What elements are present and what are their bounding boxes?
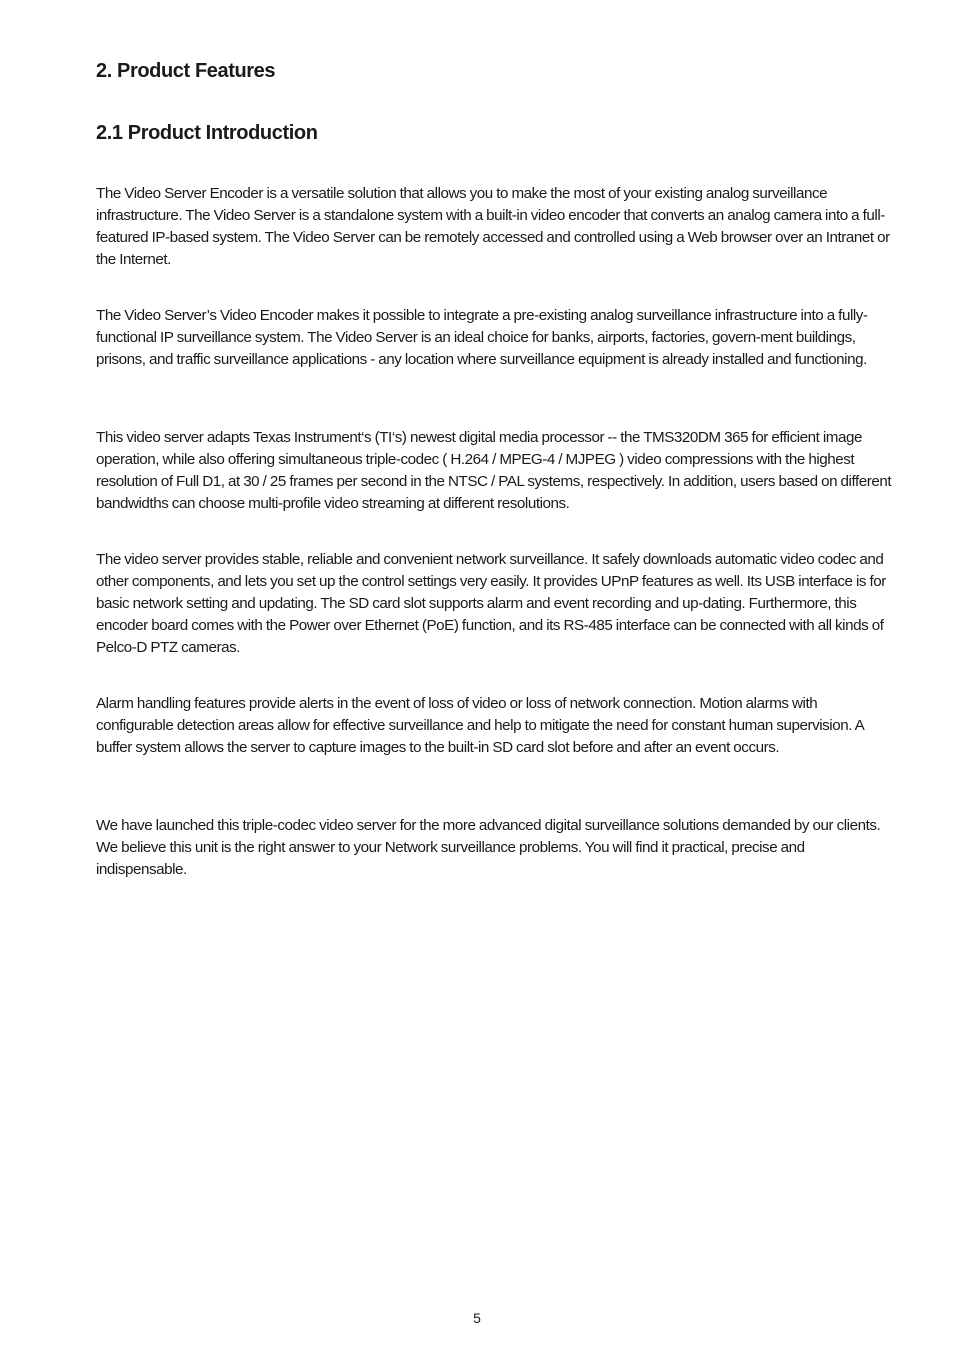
paragraph-integration: The Video Server’s Video Encoder makes it possible to integrate a pre-existing analog surveillance infrastructure into a fully-functional IP surveillance system. The Video Server is an ideal choice for banks, airports, factories, govern-ment buildings, prisons, and traffic surveillance applications - any location where surveillance equipment is already installed and functioning. (96, 307, 868, 368)
paragraph-alarm: Alarm handling features provide alerts in the event of loss of video or loss of network connection. Motion alarms with configurable detection areas allow for effective surveillance and help to mitigate the need for constant human supervision. A buffer system allows the server to capture images to the built-in SD card slot before and after an event occurs. (96, 695, 864, 756)
section-heading: 2. Product Features (96, 60, 276, 82)
paragraph-intro: The Video Server Encoder is a versatile solution that allows you to make the most of your existing analog surveillance infrastructure. The Video Server is a standalone system with a built-in video encoder that converts an analog camera into a full-featured IP-based system. The Video Server can be remotely accessed and controlled using a Web browser over an Intranet or the Internet. (96, 185, 890, 268)
page-number: 5 (473, 1310, 481, 1326)
subsection-heading: 2.1 Product Introduction (96, 122, 318, 144)
paragraph-closing: We have launched this triple-codec video server for the more advanced digital surveillance solutions demanded by our clients. We believe this unit is the right answer to your Network surveillance problems. You will find it practical, precise and indispensable. (96, 817, 881, 878)
paragraph-network: The video server provides stable, reliable and convenient network surveillance. It safely downloads automatic video codec and other components, and lets you set up the control settings very easily. It provides UPnP features as well. Its USB interface is for basic network setting and updating. The SD card slot supports alarm and event recording and up-dating. Furthermore, this encoder board comes with the Power over Ethernet (PoE) function, and its RS-485 interface can be connected with all kinds of Pelco-D PTZ cameras. (96, 551, 886, 656)
paragraph-processor: This video server adapts Texas Instrument‘s (TI‘s) newest digital media processor -- the TMS320DM 365 for efficient image operation, while also offering simultaneous triple-codec ( H.264 / MPEG-4 / MJPEG ) video compressions with the highest resolution of Full D1, at 30 / 25 frames per second in the NTSC / PAL systems, respectively. In addition, users based on different bandwidths can choose multi-profile video streaming at different resolutions. (96, 429, 892, 512)
